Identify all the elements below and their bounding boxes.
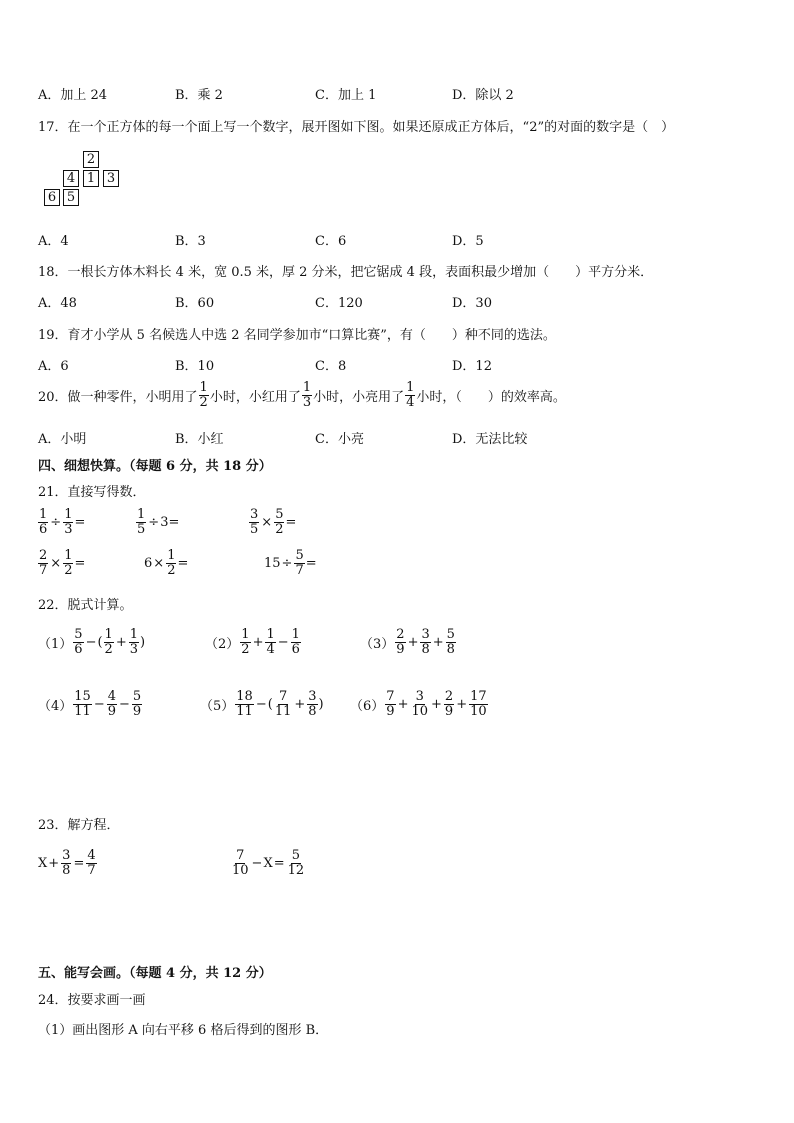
q24-stem: 24．按要求画一画 xyxy=(38,993,146,1008)
q20-option-c: C．小亮 xyxy=(315,432,364,447)
q21-expr-6: 15 ÷ $\frac{5}{7}$ = xyxy=(264,548,317,578)
q17-stem: 17．在一个正方体的每一个面上写一个数字，展开图如下图。如果还原成正方体后，“2”的对面的数字是（ ） xyxy=(38,120,675,135)
q20-stem xyxy=(38,381,566,409)
q17-option-b: B．3 xyxy=(175,234,206,249)
section-5-heading: 五、能写会画。（每题 4 分，共 12 分） xyxy=(38,966,272,981)
section-4-heading: 四、细想快算。（每题 6 分，共 18 分） xyxy=(38,459,272,474)
q20-text: 20．做一种零件，小明用了 xyxy=(38,389,198,405)
q20-text: 小时，小红用了 xyxy=(209,389,301,405)
fraction: $\frac{1}{4}$ xyxy=(406,380,415,410)
q18-option-a: A．48 xyxy=(38,296,77,311)
fraction: $\frac{1}{2}$ xyxy=(199,380,208,410)
q22-expr-2: （2） $\frac{1}{2}$ + $\frac{1}{4}$ − $\frac{1}{6}$ xyxy=(205,627,300,657)
q19-option-a: A．6 xyxy=(38,359,69,374)
q22-expr-3: （3） $\frac{2}{9}$ + $\frac{3}{8}$ + $\frac{5}{8}$ xyxy=(360,627,455,657)
q21-stem: 21．直接写得数． xyxy=(38,485,146,500)
q17-option-d: D．5 xyxy=(452,234,484,249)
q21-expr-4: $\frac{2}{7}$ × $\frac{1}{2}$ = xyxy=(39,548,86,578)
q22-stem: 22．脱式计算。 xyxy=(38,598,133,613)
fraction: $\frac{1}{3}$ xyxy=(302,380,312,410)
q22-expr-5: （5） $\frac{18}{11}$ − ( $\frac{7}{11}$ + $\frac{3}{8}$ ) xyxy=(200,689,324,719)
q20-option-b: B．小红 xyxy=(175,432,224,447)
q22-expr-4: （4） $\frac{15}{11}$ − $\frac{4}{9}$ − $\frac{5}{9}$ xyxy=(38,689,142,719)
net-cell: 6 xyxy=(44,189,60,206)
q19-option-d: D．12 xyxy=(452,359,492,374)
q21-expr-1: $\frac{1}{6}$ ÷ $\frac{1}{3}$ = xyxy=(39,507,86,537)
q20-option-a: A．小明 xyxy=(38,432,87,447)
q21-expr-3: $\frac{3}{5}$ × $\frac{5}{2}$ = xyxy=(250,507,297,537)
net-cell: 2 xyxy=(83,151,99,168)
q24-sub1: （1）画出图形 A 向右平移 6 格后得到的图形 B． xyxy=(38,1023,329,1038)
q16-option-b: B．乘 2 xyxy=(175,88,223,103)
q21-expr-2: $\frac{1}{5}$ ÷ 3 = xyxy=(137,507,180,537)
q20-text: 小时，（ ）的效率高。 xyxy=(416,389,566,405)
net-cell: 1 xyxy=(83,170,99,187)
q23-equation-1: X + $\frac{3}{8}$ = $\frac{4}{7}$ xyxy=(38,848,96,878)
q19-option-b: B．10 xyxy=(175,359,215,374)
q20-option-d: D．无法比较 xyxy=(452,432,528,447)
q23-stem: 23．解方程． xyxy=(38,818,120,833)
q21-expr-5: 6 × $\frac{1}{2}$ = xyxy=(144,548,189,578)
q18-option-d: D．30 xyxy=(452,296,492,311)
q18-option-c: C．120 xyxy=(315,296,363,311)
q16-option-c: C．加上 1 xyxy=(315,88,377,103)
q18-stem: 18．一根长方体木料长 4 米，宽 0.5 米，厚 2 分米，把它锯成 4 段，表面积最少增加（ ）平方分米． xyxy=(38,265,654,280)
net-cell: 5 xyxy=(63,189,79,206)
q17-option-c: C．6 xyxy=(315,234,347,249)
q22-expr-1: （1） $\frac{5}{6}$ − ( $\frac{1}{2}$ + $\frac{1}{3}$ ) xyxy=(38,627,146,657)
q22-expr-6: （6） $\frac{7}{9}$ + $\frac{3}{10}$ + $\frac{2}{9}$ + $\frac{17}{10}$ xyxy=(350,689,487,719)
q19-stem: 19．育才小学从 5 名候选人中选 2 名同学参加市“口算比赛”，有（ ）种不同的选法。 xyxy=(38,328,556,343)
net-cell: 3 xyxy=(103,170,119,187)
q20-text: 小时，小亮用了 xyxy=(313,389,405,405)
q16-option-a: A．加上 24 xyxy=(38,88,108,103)
q16-option-d: D．除以 2 xyxy=(452,88,514,103)
q18-option-b: B．60 xyxy=(175,296,215,311)
q17-option-a: A．4 xyxy=(38,234,69,249)
q23-equation-2: $\frac{7}{10}$ − X = $\frac{5}{12}$ xyxy=(232,848,305,878)
net-cell: 4 xyxy=(63,170,79,187)
q19-option-c: C．8 xyxy=(315,359,347,374)
